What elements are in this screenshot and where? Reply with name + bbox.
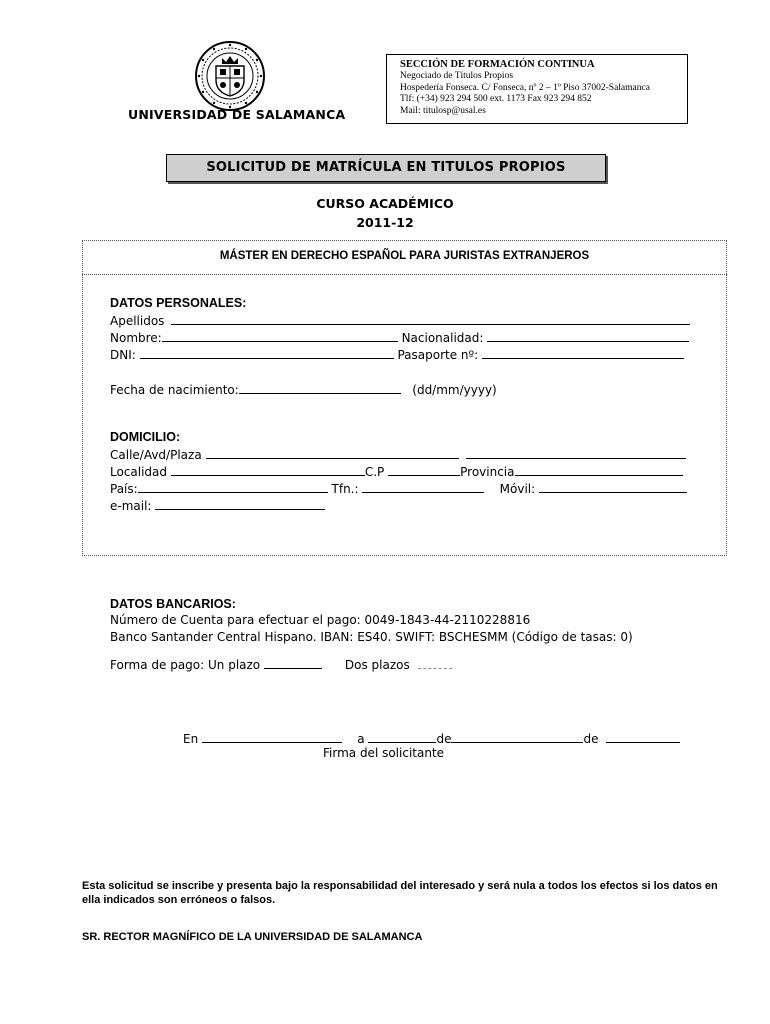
bank-info-line: Banco Santander Central Hispano. IBAN: ES40. SWIFT: BSCHESMM (Código de tasas: 0): [110, 630, 633, 644]
passport-field[interactable]: [482, 346, 684, 359]
birthdate-field[interactable]: [239, 381, 401, 394]
email-label: e-mail:: [110, 499, 152, 513]
street-field-2[interactable]: [466, 446, 686, 459]
surname-label: Apellidos: [110, 314, 165, 328]
city-label: Localidad: [110, 465, 168, 479]
postcode-label: C.P: [364, 465, 385, 479]
phone-label: Tfn.:: [331, 482, 359, 496]
day-field[interactable]: [368, 730, 436, 743]
course-label: CURSO ACADÉMICO: [316, 196, 454, 211]
birthdate-format: (dd/mm/yyyy): [412, 383, 497, 397]
year-de-label: de: [583, 732, 599, 746]
email-row: [110, 497, 325, 513]
country-label: País:: [110, 482, 138, 496]
day-a-label: a: [357, 732, 365, 746]
signature-place-date-row: [183, 730, 680, 746]
office-line-1: Negociado de Títulos Propios: [400, 71, 514, 81]
month-field[interactable]: [451, 730, 583, 743]
birthdate-label: Fecha de nacimiento:: [110, 383, 239, 397]
payment-label: Forma de pago: Un plazo: [110, 658, 261, 672]
form-title: SOLICITUD DE MATRÍCULA EN TITULOS PROPIOS: [166, 154, 606, 182]
program-divider: [82, 274, 727, 275]
university-seal-icon: [194, 40, 266, 112]
name-row: [110, 329, 689, 345]
surname-field[interactable]: [171, 312, 690, 325]
office-line-3: Tlf: (+34) 923 294 500 ext. 1173 Fax 923 294 852: [400, 94, 592, 104]
year-field[interactable]: [606, 730, 680, 743]
city-row: [110, 463, 683, 479]
place-en-label: En: [183, 732, 199, 746]
office-title: SECCIÓN DE FORMACIÓN CONTINUA: [400, 59, 595, 70]
personal-data-heading: DATOS PERSONALES:: [110, 296, 247, 310]
bank-account-line: Número de Cuenta para efectuar el pago: 0049-1843-44-2110228816: [110, 613, 531, 627]
university-name: UNIVERSIDAD DE SALAMANCA: [128, 107, 346, 122]
course-year: 2011-12: [356, 215, 414, 230]
month-de-label: de: [436, 732, 452, 746]
postcode-field[interactable]: [388, 463, 460, 476]
surname-row: [110, 312, 690, 328]
nationality-field[interactable]: [487, 329, 689, 342]
street-row: [110, 446, 686, 462]
phone-field[interactable]: [362, 480, 484, 493]
mobile-field[interactable]: [539, 480, 687, 493]
country-row: [110, 480, 687, 496]
office-contact-box: [386, 54, 688, 124]
signature-label: Firma del solicitante: [323, 746, 445, 760]
program-name: MÁSTER EN DERECHO ESPAÑOL PARA JURISTAS EXTRANJEROS: [219, 250, 590, 262]
country-field[interactable]: [138, 480, 328, 493]
city-field[interactable]: [171, 463, 365, 476]
office-line-2: Hospedería Fonseca. C/ Fonseca, nº 2 – 1º Piso 37002-Salamanca: [400, 82, 650, 93]
bank-data-heading: DATOS BANCARIOS:: [110, 597, 236, 611]
street-field[interactable]: [206, 446, 459, 459]
addressee: SR. RECTOR MAGNÍFICO DE LA UNIVERSIDAD DE SALAMANCA: [82, 931, 423, 943]
name-label: Nombre:: [110, 331, 162, 345]
dni-label: DNI:: [110, 348, 136, 362]
payment-row: [110, 656, 452, 672]
office-line-4: Mail: titulosp@usal.es: [400, 105, 486, 116]
passport-label: Pasaporte nº:: [397, 348, 479, 362]
birthdate-row: [110, 381, 497, 397]
two-payments-field[interactable]: [418, 656, 452, 669]
street-label: Calle/Avd/Plaza: [110, 448, 202, 462]
name-field[interactable]: [162, 329, 398, 342]
place-field[interactable]: [202, 730, 342, 743]
nationality-label: Nacionalidad:: [401, 331, 484, 345]
province-field[interactable]: [515, 463, 683, 476]
dni-row: [110, 346, 684, 362]
single-payment-field[interactable]: [264, 656, 322, 669]
address-heading: DOMICILIO:: [110, 430, 181, 444]
dni-field[interactable]: [140, 346, 394, 359]
province-label: Provincia: [460, 465, 515, 479]
two-payments-label: Dos plazos: [344, 658, 410, 672]
mobile-label: Móvil:: [499, 482, 536, 496]
email-field[interactable]: [155, 497, 325, 510]
responsibility-notice: Esta solicitud se inscribe y presenta bajo la responsabilidad del interesado y será nula a todos los efectos si los datos en ella indicados son erróneos o falsos.: [82, 880, 718, 906]
